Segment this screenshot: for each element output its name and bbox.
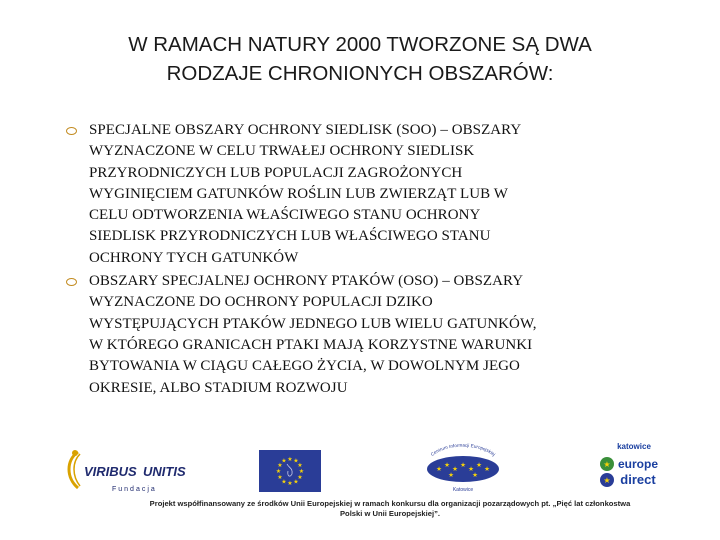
footer-line-2: Polski w Unii Europejskiej”. [339, 509, 440, 518]
bullet-icon [66, 127, 77, 135]
text-line: WYGINIĘCIEM GATUNKÓW ROŚLIN LUB ZWIERZĄT LUB W [89, 185, 508, 202]
svg-text:★: ★ [277, 462, 283, 469]
europe-direct-logo [598, 436, 662, 502]
svg-text:★: ★ [603, 476, 611, 485]
fundacja-word: Fundacja [112, 486, 157, 493]
centrum-arc-text: Centrum Informacji Europejskiej [429, 442, 497, 458]
svg-text:★: ★ [476, 461, 482, 469]
title-line-2: RODZAJE CHRONIONYCH OBSZARÓW: [166, 62, 554, 85]
bullet-text-soo [89, 120, 666, 269]
centrum-city: Katowice [452, 487, 474, 493]
svg-text:★: ★ [293, 478, 299, 486]
svg-text:★: ★ [472, 471, 478, 479]
svg-text:★: ★ [293, 457, 299, 465]
svg-text:★: ★ [297, 474, 303, 481]
text-line: OBSZARY SPECJALNEJ OCHRONY PTAKÓW (OSO) – OBSZARY [89, 273, 524, 290]
unitis-word: UNITIS [143, 464, 186, 479]
svg-text:★: ★ [297, 462, 303, 469]
svg-text:★: ★ [444, 461, 450, 469]
text-line: SIEDLISK PRZYRODNICZYCH LUB WŁAŚCIWEGO STANU [89, 228, 491, 245]
text-line: OKRESIE, ALBO STADIUM ROZWOJU [89, 379, 348, 396]
text-line: OCHRONY TYCH GATUNKÓW [89, 249, 299, 266]
svg-text:★: ★ [275, 468, 282, 475]
text-line: WYSTĘPUJĄCYCH PTAKÓW JEDNEGO LUB WIELU GATUNKÓW, [89, 315, 537, 332]
bullet-item-soo [66, 120, 666, 269]
viribus-word: VIRIBUS [84, 464, 137, 479]
eu-flag-icon [259, 450, 321, 492]
eu-stars-icon [600, 457, 614, 487]
text-line: W KTÓREGO GRANICACH PTAKI MAJĄ KORZYSTNE WARUNKI [89, 336, 533, 353]
europe-direct-city: katowice [617, 442, 651, 451]
europe-word: europe [617, 457, 659, 471]
svg-text:★: ★ [287, 480, 293, 487]
svg-text:★: ★ [436, 465, 442, 473]
text-line: WYZNACZONE DO OCHRONY POPULACJI DZIKO [89, 294, 433, 311]
title-line-1: W RAMACH NATURY 2000 TWORZONE SĄ DWA [128, 33, 592, 56]
svg-text:★: ★ [277, 474, 283, 481]
direct-word: direct [620, 472, 656, 487]
bullet-text-oso [89, 271, 666, 399]
svg-text:★: ★ [281, 457, 287, 465]
bullet-icon [66, 278, 77, 286]
svg-text:★: ★ [298, 468, 305, 475]
svg-text:Centrum Informacji Europejskie [430, 443, 497, 457]
slide-title [40, 30, 680, 88]
text-line: SPECJALNE OBSZARY OCHRONY SIEDLISK (SOO) – OBSZARY [89, 122, 522, 138]
text-line: BYTOWANIA W CIĄGU CAŁEGO ŻYCIA, W DOWOLNYM JEGO [89, 358, 520, 375]
svg-text:★: ★ [281, 478, 287, 486]
svg-text:★: ★ [287, 456, 293, 463]
svg-text:★: ★ [603, 460, 611, 469]
centrum-informacji-europejskiej-logo [414, 436, 512, 496]
project-footer [90, 499, 690, 519]
text-line: PRZYRODNICZYCH LUB POPULACJI ZAGROŻONYCH [89, 164, 463, 181]
svg-text:★: ★ [468, 465, 474, 473]
bullet-item-oso [66, 271, 666, 399]
footer-line-1: Projekt współfinansowany ze środków Unii Europejskiej w ramach konkursu dla organizacji pozarządowych pt. „Pięć lat członkostwa [149, 499, 631, 508]
text-line: WYZNACZONE W CELU TRWAŁEJ OCHRONY SIEDLISK [89, 143, 475, 160]
svg-text:★: ★ [460, 461, 466, 469]
svg-text:★: ★ [484, 465, 490, 473]
svg-text:★: ★ [448, 471, 454, 479]
laurel-icon [69, 450, 80, 488]
bullet-list [66, 120, 666, 401]
text-line: CELU ODTWORZENIA WŁAŚCIWEGO STANU OCHRONY [89, 207, 481, 224]
viribus-unitis-logo [64, 446, 196, 498]
svg-text:★: ★ [452, 465, 458, 473]
